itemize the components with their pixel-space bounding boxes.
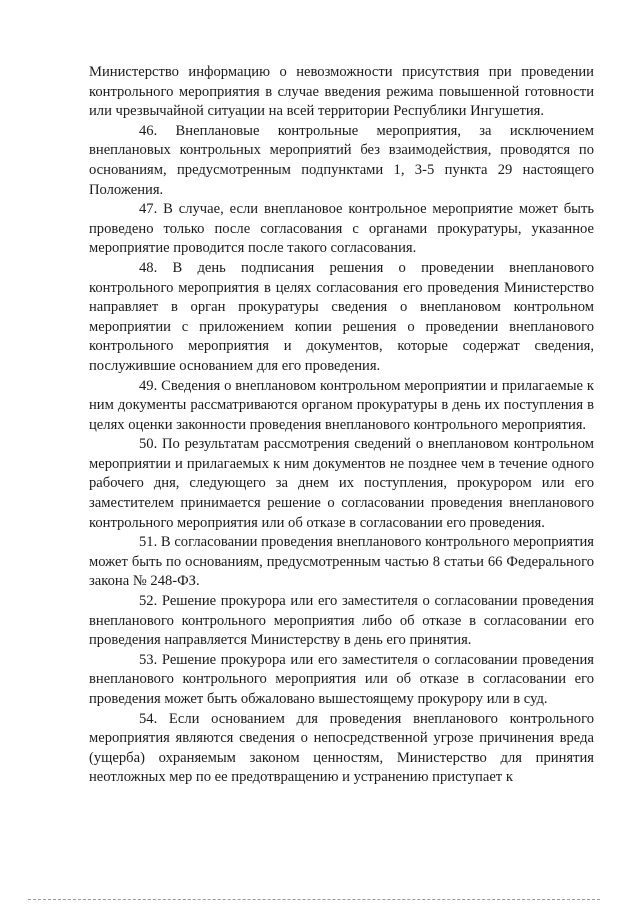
paragraph-49: 49. Сведения о внеплановом контрольном мероприятии и прилагаемые к ним документы рассматриваются органом прокуратуры в день их поступления в целях оценки законности проведения внепланового контрольного мероприятия. (89, 377, 594, 433)
paragraph-46: 46. Внеплановые контрольные мероприятия, за исключением внеплановых контрольных мероприятий без взаимодействия, проводятся по основаниям, предусмотренным подпунктами 1, 3-5 пункта 29 настоящего Положения. (89, 122, 594, 198)
paragraph-51: 51. В согласовании проведения внепланового контрольного мероприятия может быть по основаниям, предусмотренным частью 8 статьи 66 Федерального закона № 248-ФЗ. (89, 534, 594, 590)
paragraph-53: 53. Решение прокурора или его заместителя о согласовании проведения внепланового контрольного мероприятия или об отказе в согласовании его проведения может быть обжаловано вышестоящему прокурору или в суд. (89, 651, 594, 707)
page-bottom-edge (28, 899, 600, 900)
paragraph-48: 48. В день подписания решения о проведении внепланового контрольного мероприятия в целях согласования его проведения Министерство направляет в орган прокуратуры сведения о внеплановом контрольном мероприятии с приложением копии решения о проведении внепланового контрольного мероприятия и документов, которые содержат сведения, послужившие основанием для его проведения. (89, 259, 594, 374)
paragraph-50: 50. По результатам рассмотрения сведений о внеплановом контрольном мероприятии и прилагаемых к ним документов не позднее чем в течение одного рабочего дня, следующего за днем их поступления, прокурором или его заместителем принимается решение о согласовании проведения внепланового контрольного мероприятия или об отказе в согласовании его проведения. (89, 436, 594, 531)
document-page (89, 63, 594, 788)
paragraph-52: 52. Решение прокурора или его заместителя о согласовании проведения внепланового контрольного мероприятия либо об отказе в согласовании его проведения направляется Министерству в день его принятия. (89, 593, 594, 649)
paragraph-continuation: Министерство информацию о невозможности присутствия при проведении контрольного мероприятия в случае введения режима повышенной готовности или чрезвычайной ситуации на всей территории Республики Ингушетия. (89, 64, 594, 120)
paragraph-54: 54. Если основанием для проведения внепланового контрольного мероприятия являются сведения о непосредственной угрозе причинения вреда (ущерба) охраняемым законом ценностям, Министерство для принятия неотложных мер по ее предотвращению и устранению приступает к (89, 710, 594, 786)
paragraph-47: 47. В случае, если внеплановое контрольное мероприятие может быть проведено только после согласования с органами прокуратуры, указанное мероприятие проводится после такого согласования. (89, 201, 594, 257)
